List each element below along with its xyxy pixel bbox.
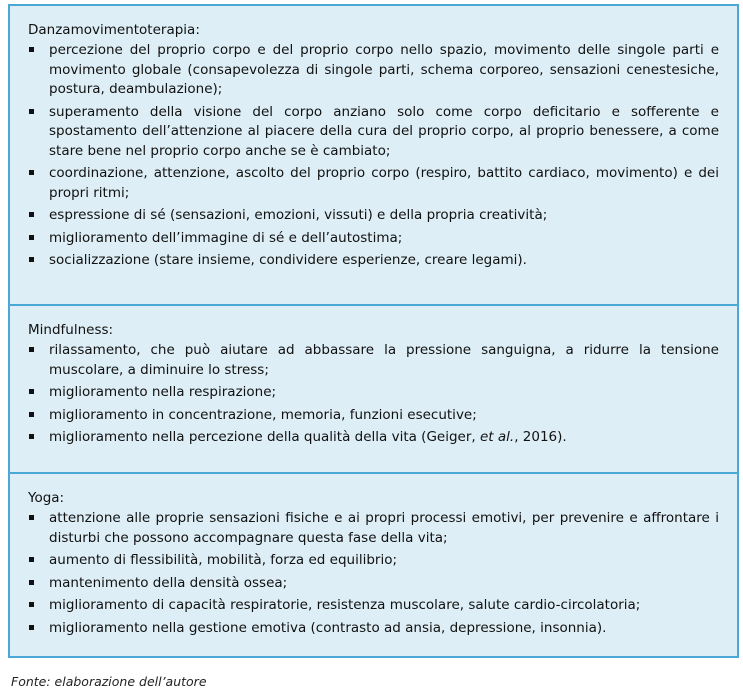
section-heading: Yoga: xyxy=(28,490,65,506)
section-danzamovimentoterapia xyxy=(10,6,737,304)
bullet-icon xyxy=(29,602,34,607)
bullet-icon xyxy=(29,434,34,439)
bullet-icon xyxy=(29,389,34,394)
bullet-icon xyxy=(29,170,34,175)
source-caption: Fonte: elaborazione dell’autore xyxy=(11,674,207,689)
bullet-list xyxy=(28,341,719,448)
bullet-icon xyxy=(29,412,34,417)
list-item: coordinazione, attenzione, ascolto del proprio corpo (respiro, battito cardiaco, movimento) e dei propri ritmi; xyxy=(28,164,719,203)
bullet-icon xyxy=(29,557,34,562)
bullet-icon xyxy=(29,515,34,520)
list-item: socializzazione (stare insieme, condividere esperienze, creare legami). xyxy=(28,251,719,271)
bullet-icon xyxy=(29,109,34,114)
bullet-icon xyxy=(29,47,34,52)
list-item: superamento della visione del corpo anziano solo come corpo deficitario e sofferente e spostamento dell’attenzione al piacere della cura del proprio corpo, al proprio benessere, a come stare bene nel proprio corpo anche se è cambiato; xyxy=(28,103,719,162)
bullet-icon xyxy=(29,347,34,352)
section-yoga xyxy=(10,472,737,656)
bullet-icon xyxy=(29,212,34,217)
list-item: rilassamento, che può aiutare ad abbassare la pressione sanguigna, a ridurre la tensione muscolare, a diminuire lo stress; xyxy=(28,341,719,380)
list-item: aumento di flessibilità, mobilità, forza ed equilibrio; xyxy=(28,551,719,571)
content-table xyxy=(8,4,739,658)
list-item: percezione del proprio corpo e del proprio corpo nello spazio, movimento delle singole parti e movimento globale (consapevolezza di singole parti, schema corporeo, sensazioni cenestesiche, postura, deambulazione); xyxy=(28,41,719,100)
bullet-list xyxy=(28,509,719,638)
list-item: miglioramento nella gestione emotiva (contrasto ad ansia, depressione, insonnia). xyxy=(28,619,719,639)
list-item: miglioramento di capacità respiratorie, resistenza muscolare, salute cardio-circolatoria; xyxy=(28,596,719,616)
bullet-list xyxy=(28,41,719,271)
bullet-icon xyxy=(29,625,34,630)
bullet-icon xyxy=(29,235,34,240)
list-item: miglioramento nella respirazione; xyxy=(28,383,719,403)
list-item: miglioramento nella percezione della qualità della vita (Geiger, et al., 2016). xyxy=(28,428,719,448)
list-item: miglioramento in concentrazione, memoria, funzioni esecutive; xyxy=(28,406,719,426)
bullet-icon xyxy=(29,257,34,262)
list-item: mantenimento della densità ossea; xyxy=(28,574,719,594)
list-item: miglioramento dell’immagine di sé e dell’autostima; xyxy=(28,229,719,249)
section-heading: Mindfulness: xyxy=(28,322,114,338)
bullet-icon xyxy=(29,580,34,585)
list-item: espressione di sé (sensazioni, emozioni, vissuti) e della propria creatività; xyxy=(28,206,719,226)
section-heading: Danzamovimentoterapia: xyxy=(28,22,200,38)
section-mindfulness xyxy=(10,304,737,472)
list-item: attenzione alle proprie sensazioni fisiche e ai propri processi emotivi, per prevenire e affrontare i disturbi che possono accompagnare questa fase della vita; xyxy=(28,509,719,548)
